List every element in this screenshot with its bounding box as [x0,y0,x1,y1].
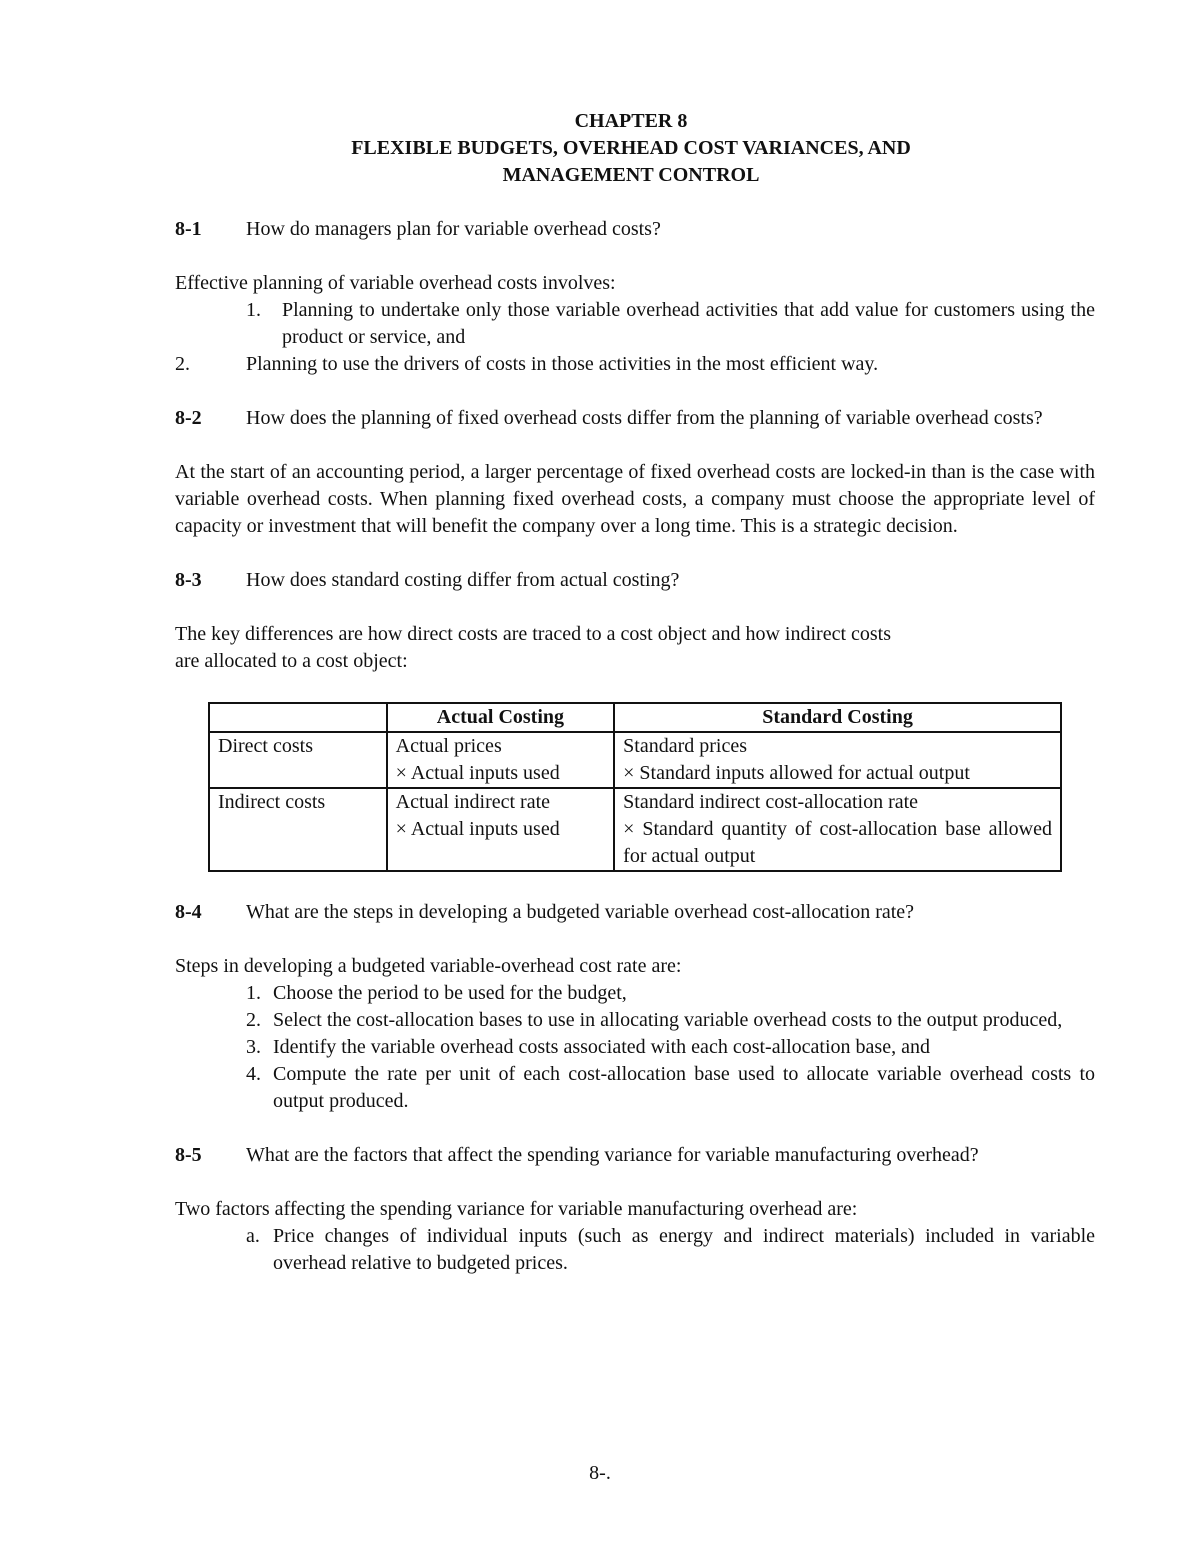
list-item [175,351,1095,378]
cell-line: Standard indirect cost-allocation rate [623,791,919,813]
question-8-2 [175,405,1095,432]
list-item-number: 1. [246,299,261,321]
answer-8-2: At the start of an accounting period, a larger percentage of fixed overhead costs are locked-in than is the case with variable overhead costs. When planning fixed overhead costs, a company must choose the appropriate level of capacity or investment that will benefit the company over a long time. This is a strategic decision. [175,461,1095,537]
list-item [175,1034,1095,1061]
cell-line: Actual indirect rate [395,791,551,813]
document-page [175,108,1095,1277]
answer-8-5-intro: Two factors affecting the spending variance for variable manufacturing overhead are: [175,1198,858,1220]
list-item-number: 4. [246,1063,261,1085]
list-item-number: a. [246,1225,260,1247]
chapter-title-line1: FLEXIBLE BUDGETS, OVERHEAD COST VARIANCES, AND [351,137,911,159]
question-text: How do managers plan for variable overhead costs? [246,218,661,240]
table-cell [614,732,1061,788]
list-item-text: Compute the rate per unit of each cost-allocation base used to allocate variable overhead costs to output produced. [273,1063,1095,1112]
list-item [175,980,1095,1007]
list-item [175,297,1095,351]
cell-line: × Standard inputs allowed for actual output [623,762,970,784]
question-number: 8-4 [175,901,202,923]
cell-line: × Actual inputs used [395,818,560,840]
costing-comparison-table [208,702,1062,872]
answer-8-3-line2: are allocated to a cost object: [175,650,408,672]
answer-8-4-intro: Steps in developing a budgeted variable-overhead cost rate are: [175,955,682,977]
list-item-text: Choose the period to be used for the budget, [273,982,627,1004]
table-header-cell: Standard Costing [614,703,1061,732]
list-item [175,1007,1095,1034]
row-label: Indirect costs [209,788,387,871]
answer-8-3 [175,621,1095,675]
question-number: 8-5 [175,1144,202,1166]
question-8-5 [175,1142,1095,1169]
list-item [175,1223,1095,1277]
cell-line: × Actual inputs used [395,762,560,784]
answer-8-1-list [175,297,1095,378]
table-cell [387,788,615,871]
table-row [209,732,1061,788]
chapter-number: CHAPTER 8 [574,110,688,132]
list-item-text: Planning to undertake only those variable overhead activities that add value for customers using the product or service, and [282,299,1095,348]
question-number: 8-1 [175,218,202,240]
question-text: How does standard costing differ from actual costing? [246,569,680,591]
answer-8-4-list [175,980,1095,1115]
cell-line: Actual prices [395,735,502,757]
list-item-text: Select the cost-allocation bases to use in allocating variable overhead costs to the output produced, [273,1009,1063,1031]
page-number-footer: 8-. [589,1462,611,1484]
list-item-text: Planning to use the drivers of costs in those activities in the most efficient way. [246,353,879,375]
chapter-title-block [167,108,1095,189]
question-8-4 [175,899,1095,926]
list-item-number: 2. [246,1009,261,1031]
table-row [209,788,1061,871]
question-text: How does the planning of fixed overhead costs differ from the planning of variable overhead costs? [246,407,1043,429]
table-cell [387,732,615,788]
chapter-title-line2: MANAGEMENT CONTROL [502,164,760,186]
list-item-text: Identify the variable overhead costs associated with each cost-allocation base, and [273,1036,930,1058]
question-text: What are the factors that affect the spending variance for variable manufacturing overhead? [246,1144,979,1166]
list-item-number: 2. [175,353,190,375]
cell-line: × Standard quantity of cost-allocation base allowed for actual output [623,818,1052,867]
table-header-row [209,703,1061,732]
row-label: Direct costs [209,732,387,788]
table-header-cell [209,703,387,732]
list-item-number: 1. [246,982,261,1004]
answer-8-1-intro: Effective planning of variable overhead costs involves: [175,272,616,294]
cell-line: Standard prices [623,735,748,757]
list-item-number: 3. [246,1036,261,1058]
list-item-text: Price changes of individual inputs (such as energy and indirect materials) included in variable overhead relative to budgeted prices. [273,1225,1095,1274]
table-header-cell: Actual Costing [387,703,615,732]
answer-8-3-line1: The key differences are how direct costs are traced to a cost object and how indirect costs [175,623,892,645]
question-8-1 [175,216,1095,243]
question-text: What are the steps in developing a budgeted variable overhead cost-allocation rate? [246,901,915,923]
question-number: 8-2 [175,407,202,429]
question-number: 8-3 [175,569,202,591]
question-8-3 [175,567,1095,594]
list-item [175,1061,1095,1115]
answer-8-5-list [175,1223,1095,1277]
table-cell [614,788,1061,871]
